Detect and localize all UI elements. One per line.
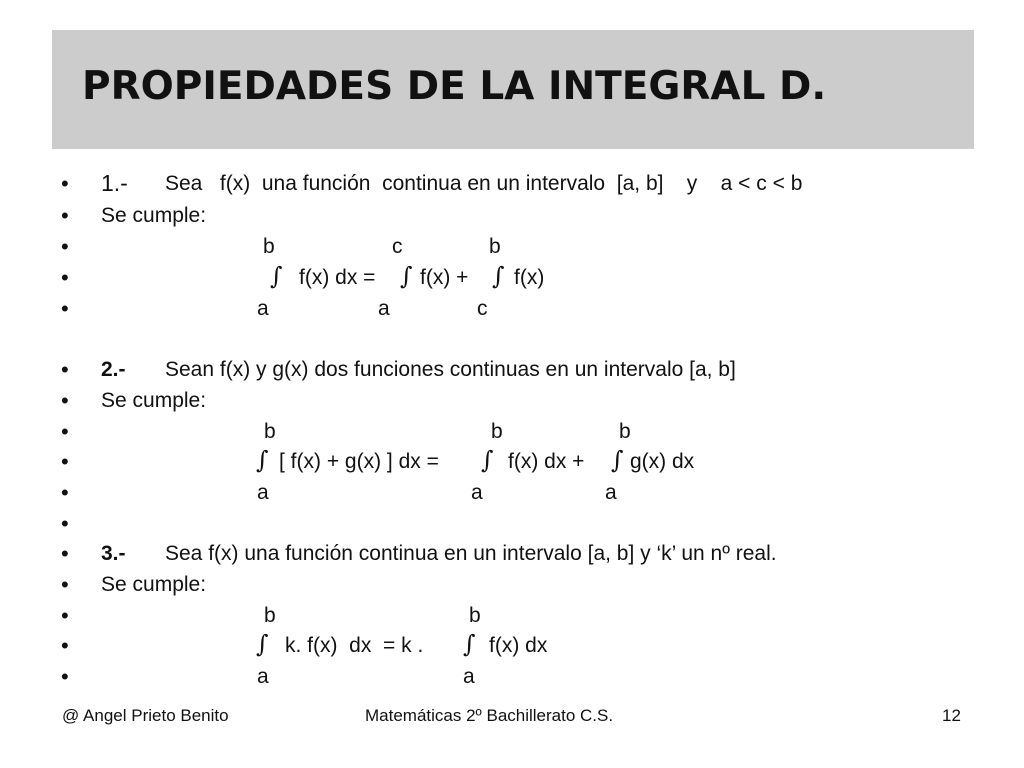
bullet-line: [0, 477, 1024, 508]
se-cumple-label: Se cumple:: [101, 204, 207, 227]
lower-limit: a: [378, 297, 390, 320]
bullet-line: [0, 293, 1024, 324]
bullet-line: [0, 200, 1024, 231]
integrand: f(x) +: [420, 266, 469, 289]
lower-limit: a: [257, 481, 269, 504]
bullet-marker: •: [61, 171, 69, 196]
lower-limit: c: [477, 297, 488, 320]
bullet-marker: •: [61, 357, 69, 382]
footer-page-number: 12: [942, 706, 961, 725]
bullet-line: [0, 569, 1024, 600]
bullet-line: [0, 446, 1024, 477]
bullet-line: [0, 538, 1024, 569]
integral-sign: ∫: [270, 262, 283, 290]
bullet-marker: •: [61, 388, 69, 413]
property-number: 1.-: [101, 170, 128, 196]
upper-limit: b: [619, 420, 631, 443]
upper-limit: b: [489, 235, 501, 258]
property-statement: Sea f(x) una función continua en un intervalo [a, b] y ‘k’ un nº real.: [165, 542, 777, 565]
bullet-marker: •: [61, 664, 69, 689]
integrand: [ f(x) + g(x) ] dx =: [279, 450, 439, 473]
bullet-line: [0, 600, 1024, 631]
bullet-line: [0, 416, 1024, 447]
property-statement: Sea f(x) una función continua en un intervalo [a, b] y a < c < b: [165, 172, 803, 195]
bullet-line: [0, 354, 1024, 385]
property-statement: Sean f(x) y g(x) dos funciones continuas en un intervalo [a, b]: [165, 358, 736, 381]
upper-limit: b: [264, 604, 276, 627]
lower-limit: a: [257, 297, 269, 320]
integral-sign: ∫: [492, 262, 505, 290]
bullet-marker: •: [61, 449, 69, 474]
upper-limit: c: [392, 235, 403, 258]
upper-limit: b: [264, 420, 276, 443]
lower-limit: a: [257, 665, 269, 688]
upper-limit: b: [491, 420, 503, 443]
lower-limit: a: [605, 481, 617, 504]
bullet-marker: •: [61, 572, 69, 597]
se-cumple-label: Se cumple:: [101, 389, 207, 412]
integral-sign: ∫: [256, 446, 269, 474]
integral-sign: ∫: [400, 262, 413, 290]
bullet-line: [0, 168, 1024, 199]
bullet-marker: •: [61, 480, 69, 505]
integral-sign: ∫: [481, 446, 494, 474]
bullet-line: [0, 508, 1024, 539]
bullet-line: [0, 262, 1024, 293]
upper-limit: b: [469, 604, 481, 627]
bullet-marker: •: [61, 603, 69, 628]
upper-limit: b: [263, 235, 275, 258]
integrand: f(x) dx =: [299, 266, 376, 289]
bullet-line: [0, 231, 1024, 262]
integrand: k. f(x) dx = k .: [285, 634, 424, 657]
footer-course: Matemáticas 2º Bachillerato C.S.: [365, 706, 614, 725]
bullet-marker: •: [61, 265, 69, 290]
lower-limit: a: [471, 481, 483, 504]
bullet-marker: •: [61, 541, 69, 566]
bullet-marker: •: [61, 511, 69, 536]
bullet-line: [0, 661, 1024, 692]
bullet-marker: •: [61, 203, 69, 228]
integral-sign: ∫: [611, 446, 624, 474]
bullet-marker: •: [61, 419, 69, 444]
integrand: g(x) dx: [630, 450, 695, 473]
integrand: f(x) dx +: [508, 450, 585, 473]
bullet-marker: •: [61, 296, 69, 321]
lower-limit: a: [463, 665, 475, 688]
slide-title: PROPIEDADES DE LA INTEGRAL D.: [82, 64, 827, 109]
integrand: f(x): [514, 266, 545, 289]
property-number: 2.-: [101, 358, 126, 381]
bullet-line: [0, 385, 1024, 416]
bullet-marker: •: [61, 234, 69, 259]
integrand: f(x) dx: [489, 634, 548, 657]
bullet-marker: •: [61, 633, 69, 658]
se-cumple-label: Se cumple:: [101, 573, 207, 596]
bullet-line: [0, 630, 1024, 661]
integral-sign: ∫: [463, 630, 476, 658]
integral-sign: ∫: [256, 630, 269, 658]
footer-author: @ Angel Prieto Benito: [62, 706, 229, 725]
property-number: 3.-: [101, 542, 126, 565]
